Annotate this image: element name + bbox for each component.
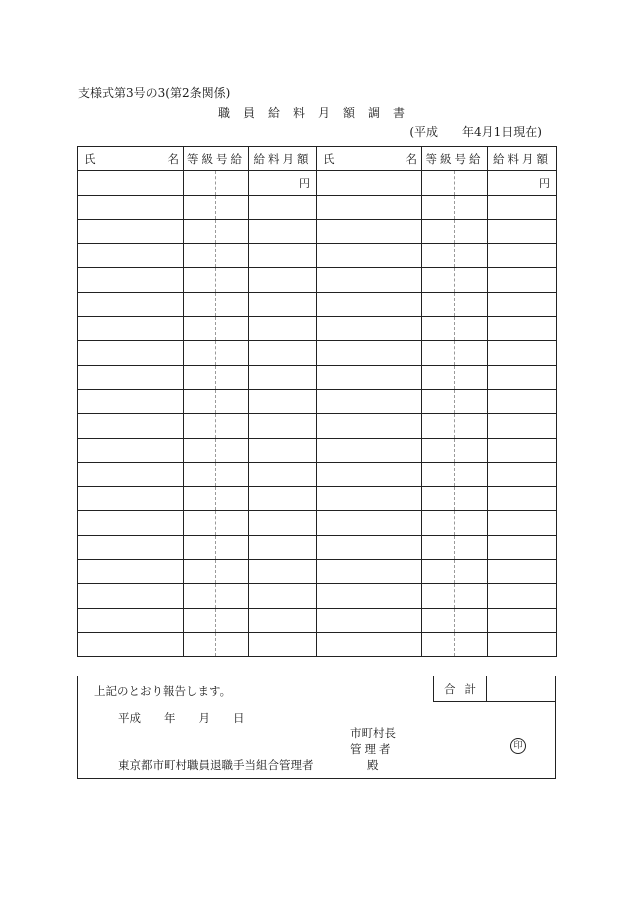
table-row — [78, 511, 557, 535]
name-cell[interactable] — [78, 414, 184, 438]
name-cell[interactable] — [78, 608, 184, 632]
honorific: 殿 — [367, 758, 379, 772]
grade-cell[interactable] — [422, 511, 455, 535]
step-cell[interactable] — [216, 535, 249, 559]
step-cell[interactable] — [455, 317, 488, 341]
grade-cell[interactable] — [184, 462, 216, 486]
table-row — [78, 195, 557, 219]
header-salary-right: 給料月額 — [488, 147, 557, 171]
name-cell[interactable] — [78, 341, 184, 365]
grade-cell[interactable] — [422, 292, 455, 316]
name-label-1: 氏 — [84, 151, 96, 166]
name-cell[interactable] — [78, 511, 184, 535]
grade-cell[interactable] — [422, 317, 455, 341]
step-cell[interactable] — [455, 365, 488, 389]
as-of-date-note: (平成 年4月1日現在) — [409, 125, 542, 139]
salary-cell[interactable] — [249, 414, 317, 438]
step-cell[interactable] — [216, 171, 249, 195]
grade-cell[interactable] — [422, 608, 455, 632]
step-cell[interactable] — [216, 487, 249, 511]
table-row — [78, 560, 557, 584]
table-row — [78, 171, 557, 195]
salary-cell[interactable] — [249, 608, 317, 632]
grade-cell[interactable] — [422, 584, 455, 608]
total-label-2: 計 — [464, 681, 476, 696]
header-salary-left: 給料月額 — [249, 147, 317, 171]
name-cell[interactable] — [78, 535, 184, 559]
name-cell[interactable] — [317, 195, 422, 219]
grade-cell[interactable] — [184, 292, 216, 316]
name-cell[interactable] — [78, 487, 184, 511]
table-row — [78, 438, 557, 462]
grade-cell[interactable] — [184, 487, 216, 511]
header-grade-left: 等級号給 — [184, 147, 249, 171]
salary-cell[interactable] — [249, 511, 317, 535]
salary-cell[interactable] — [249, 632, 317, 656]
table-row — [78, 414, 557, 438]
step-cell[interactable] — [455, 487, 488, 511]
table-header-row — [78, 147, 557, 171]
name-cell[interactable] — [317, 317, 422, 341]
step-cell[interactable] — [455, 171, 488, 195]
table-row — [78, 219, 557, 243]
form-id: 支様式第3号の3(第2条関係) — [78, 86, 231, 100]
name-cell[interactable] — [317, 365, 422, 389]
grade-cell[interactable] — [184, 268, 216, 292]
grade-cell[interactable] — [422, 487, 455, 511]
name-label-2: 名 — [405, 151, 417, 166]
grade-cell[interactable] — [184, 535, 216, 559]
step-cell[interactable] — [455, 219, 488, 243]
step-cell[interactable] — [455, 292, 488, 316]
table-row — [78, 317, 557, 341]
step-cell[interactable] — [216, 608, 249, 632]
table-row — [78, 365, 557, 389]
header-grade-right: 等級号給 — [422, 147, 488, 171]
name-cell[interactable] — [317, 608, 422, 632]
salary-cell[interactable] — [488, 341, 557, 365]
salary-cell[interactable] — [488, 292, 557, 316]
grade-cell[interactable] — [184, 219, 216, 243]
salary-cell[interactable]: 円 — [488, 171, 557, 195]
step-cell[interactable] — [455, 462, 488, 486]
salary-cell[interactable] — [488, 608, 557, 632]
step-cell[interactable] — [216, 414, 249, 438]
grade-cell[interactable] — [184, 341, 216, 365]
addressee: 東京都市町村職員退職手当組合管理者 — [118, 758, 314, 772]
salary-cell[interactable] — [249, 244, 317, 268]
grade-cell[interactable] — [184, 389, 216, 413]
grade-cell[interactable] — [422, 438, 455, 462]
table-row — [78, 268, 557, 292]
salary-cell[interactable] — [488, 632, 557, 656]
salary-cell[interactable] — [249, 462, 317, 486]
step-cell[interactable] — [455, 560, 488, 584]
name-cell[interactable] — [78, 584, 184, 608]
step-cell[interactable] — [455, 438, 488, 462]
header-name-left — [78, 147, 184, 171]
name-cell[interactable] — [78, 268, 184, 292]
salary-cell[interactable] — [249, 292, 317, 316]
salary-cell[interactable] — [249, 535, 317, 559]
salary-cell[interactable] — [249, 584, 317, 608]
table-row — [78, 462, 557, 486]
salary-cell[interactable] — [249, 560, 317, 584]
grade-cell[interactable] — [422, 244, 455, 268]
grade-cell[interactable] — [184, 195, 216, 219]
salary-cell[interactable] — [488, 511, 557, 535]
step-cell[interactable] — [455, 195, 488, 219]
step-cell[interactable] — [455, 389, 488, 413]
grade-cell[interactable] — [184, 632, 216, 656]
total-label-1: 合 — [444, 681, 456, 696]
table-row — [78, 632, 557, 656]
grade-cell[interactable] — [422, 341, 455, 365]
name-cell[interactable] — [78, 462, 184, 486]
salary-cell[interactable] — [249, 268, 317, 292]
report-date-line: 平成 年 月 日 — [118, 711, 245, 725]
name-cell[interactable] — [317, 462, 422, 486]
step-cell[interactable] — [216, 511, 249, 535]
table-row — [78, 535, 557, 559]
grade-cell[interactable] — [422, 171, 455, 195]
step-cell[interactable] — [216, 365, 249, 389]
step-cell[interactable] — [455, 511, 488, 535]
mayor-label: 市町村長 — [350, 726, 396, 740]
name-label-1: 氏 — [323, 151, 335, 166]
grade-cell[interactable] — [184, 584, 216, 608]
step-cell[interactable] — [455, 414, 488, 438]
salary-cell[interactable] — [488, 268, 557, 292]
salary-cell[interactable] — [249, 341, 317, 365]
name-cell[interactable] — [78, 438, 184, 462]
step-cell[interactable] — [216, 268, 249, 292]
salary-cell[interactable] — [488, 487, 557, 511]
seal-mark-icon: 印 — [510, 738, 526, 754]
step-cell[interactable] — [216, 438, 249, 462]
name-cell[interactable] — [317, 389, 422, 413]
name-cell[interactable] — [78, 292, 184, 316]
step-cell[interactable] — [216, 341, 249, 365]
salary-cell[interactable] — [488, 584, 557, 608]
name-cell[interactable] — [317, 292, 422, 316]
name-cell[interactable] — [78, 317, 184, 341]
salary-cell[interactable] — [249, 365, 317, 389]
grade-cell[interactable] — [422, 365, 455, 389]
step-cell[interactable] — [216, 244, 249, 268]
grade-cell[interactable] — [422, 462, 455, 486]
grade-cell[interactable] — [422, 560, 455, 584]
step-cell[interactable] — [216, 462, 249, 486]
name-cell[interactable] — [317, 511, 422, 535]
grade-cell[interactable] — [184, 317, 216, 341]
header-name-right — [317, 147, 422, 171]
salary-cell[interactable] — [488, 535, 557, 559]
table-row — [78, 341, 557, 365]
table-row — [78, 244, 557, 268]
salary-cell[interactable] — [488, 365, 557, 389]
grade-cell[interactable] — [422, 195, 455, 219]
grade-cell[interactable] — [184, 560, 216, 584]
grade-cell[interactable] — [184, 365, 216, 389]
salary-cell[interactable] — [249, 438, 317, 462]
name-cell[interactable] — [317, 171, 422, 195]
name-cell[interactable] — [78, 560, 184, 584]
step-cell[interactable] — [455, 244, 488, 268]
name-cell[interactable] — [317, 438, 422, 462]
grade-cell[interactable] — [184, 414, 216, 438]
step-cell[interactable] — [216, 219, 249, 243]
name-cell[interactable] — [317, 535, 422, 559]
manager-label: 管理者 — [350, 742, 394, 756]
name-cell[interactable] — [317, 560, 422, 584]
grade-cell[interactable] — [184, 608, 216, 632]
table-row — [78, 487, 557, 511]
salary-cell[interactable] — [488, 560, 557, 584]
name-cell[interactable] — [78, 389, 184, 413]
table-row — [78, 292, 557, 316]
step-cell[interactable] — [216, 584, 249, 608]
table-row — [78, 608, 557, 632]
name-cell[interactable] — [78, 365, 184, 389]
salary-cell[interactable] — [249, 195, 317, 219]
table-row — [78, 389, 557, 413]
name-cell[interactable] — [78, 244, 184, 268]
document-title: 職員給料月額調書 — [217, 106, 418, 120]
salary-cell[interactable] — [488, 389, 557, 413]
salary-cell[interactable] — [249, 487, 317, 511]
grade-cell[interactable] — [422, 535, 455, 559]
name-cell[interactable] — [317, 584, 422, 608]
grade-cell[interactable] — [184, 171, 216, 195]
step-cell[interactable] — [216, 195, 249, 219]
salary-cell[interactable] — [488, 438, 557, 462]
step-cell[interactable] — [216, 560, 249, 584]
total-amount-field[interactable] — [487, 676, 556, 702]
name-label-2: 名 — [167, 151, 179, 166]
name-cell[interactable] — [317, 268, 422, 292]
grade-cell[interactable] — [422, 414, 455, 438]
step-cell[interactable] — [216, 317, 249, 341]
salary-cell[interactable] — [249, 219, 317, 243]
salary-cell[interactable] — [488, 414, 557, 438]
name-cell[interactable] — [317, 632, 422, 656]
total-label — [433, 676, 487, 702]
name-cell[interactable] — [78, 171, 184, 195]
step-cell[interactable] — [455, 535, 488, 559]
name-cell[interactable] — [78, 195, 184, 219]
name-cell[interactable] — [317, 244, 422, 268]
step-cell[interactable] — [455, 584, 488, 608]
name-cell[interactable] — [317, 219, 422, 243]
report-footer — [77, 676, 556, 779]
grade-cell[interactable] — [184, 511, 216, 535]
name-cell[interactable] — [317, 341, 422, 365]
step-cell[interactable] — [216, 292, 249, 316]
step-cell[interactable] — [455, 268, 488, 292]
step-cell[interactable] — [216, 632, 249, 656]
confirmation-text: 上記のとおり報告します。 — [94, 684, 232, 698]
salary-cell[interactable] — [488, 195, 557, 219]
step-cell[interactable] — [455, 608, 488, 632]
salary-table — [77, 146, 557, 657]
step-cell[interactable] — [216, 389, 249, 413]
table-row — [78, 584, 557, 608]
step-cell[interactable] — [455, 632, 488, 656]
table-body — [78, 171, 557, 657]
grade-cell[interactable] — [422, 219, 455, 243]
name-cell[interactable] — [317, 414, 422, 438]
name-cell[interactable] — [78, 219, 184, 243]
salary-cell[interactable] — [488, 219, 557, 243]
grade-cell[interactable] — [184, 438, 216, 462]
salary-cell[interactable] — [249, 317, 317, 341]
salary-cell[interactable] — [249, 389, 317, 413]
name-cell[interactable] — [78, 632, 184, 656]
grade-cell[interactable] — [184, 244, 216, 268]
step-cell[interactable] — [455, 341, 488, 365]
salary-cell[interactable]: 円 — [249, 171, 317, 195]
name-cell[interactable] — [317, 487, 422, 511]
grade-cell[interactable] — [422, 268, 455, 292]
salary-cell[interactable] — [488, 462, 557, 486]
salary-cell[interactable] — [488, 317, 557, 341]
grade-cell[interactable] — [422, 632, 455, 656]
grade-cell[interactable] — [422, 389, 455, 413]
salary-cell[interactable] — [488, 244, 557, 268]
